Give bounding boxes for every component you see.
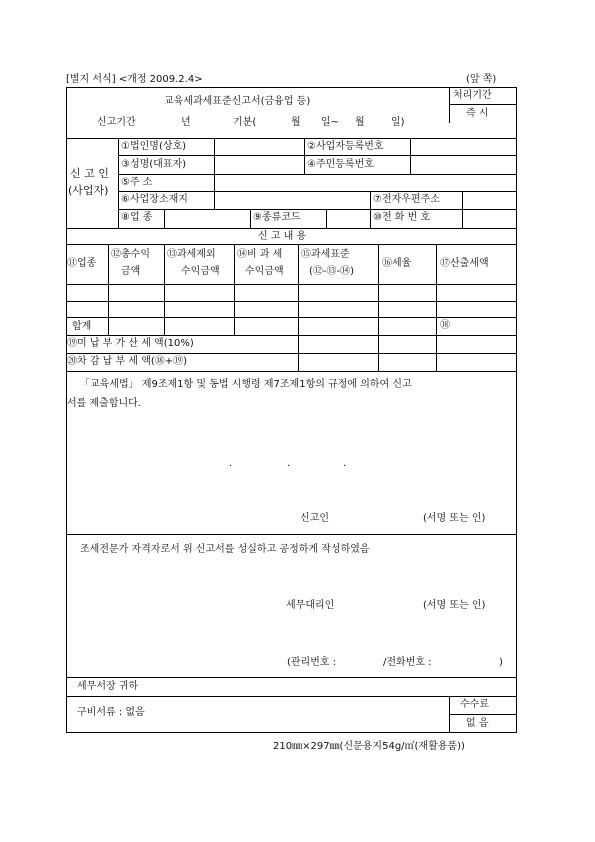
divider [214,191,215,209]
divider [66,353,517,354]
period-day-start: 일~ [321,117,340,128]
divider [250,209,251,228]
divider [326,209,327,228]
processing-period-label: 처리기간 [453,90,492,101]
date-dot-day: . [343,458,347,469]
divider [370,191,371,209]
divider [118,138,119,228]
col-industry-header: ⑪업종 [67,258,97,269]
representative-name-label: ③성명(대표자) [121,159,187,170]
filer-sign-hint: (서명 또는 인) [423,513,486,524]
period-label: 신고기간 [97,117,136,128]
type-code-label: ⑨종류코드 [253,212,301,223]
divider [66,677,517,678]
industry-label: ⑧업 종 [121,212,153,223]
divider [298,244,299,371]
col-nontax-income-subheader: 수익금액 [245,266,284,277]
agent-sign-hint: (서명 또는 인) [423,600,486,611]
col-calculated-tax-header: ⑰산출세액 [440,258,489,269]
divider [66,335,517,336]
divider [66,244,517,245]
divider [462,209,463,228]
declaration-line-1: 「교육세법」 제9조제1항 및 동법 시행령 제7조제1항의 규정에 의하여 신고 [80,379,412,390]
divider [66,228,517,229]
processing-period-value: 즉 시 [466,108,489,119]
agent-close-paren: ) [499,657,503,668]
divider [214,138,215,174]
divider [449,104,517,105]
unpaid-penalty-label: ⑲미 납 부 가 산 세 액(10%) [67,338,194,349]
period-year: 년 [181,117,191,128]
divider [118,191,517,192]
col-tax-rate-header: ⑯세율 [382,258,412,269]
divider [108,244,109,335]
divider [66,371,517,372]
addressee: 세무서장 귀하 [77,681,139,692]
date-dot-year: . [229,458,233,469]
divider [214,174,215,191]
col-excluded-income-header: ⑬과세제외 [167,249,216,260]
report-section-title: 신 고 내 용 [258,231,307,242]
col-tax-base-subheader: (⑫-⑬-⑭) [309,266,355,277]
address-label: ⑤주 소 [121,177,153,188]
period-month-start: 월 [291,117,301,128]
total-row-label: 합계 [72,321,92,332]
divider [118,209,517,210]
paper-spec: 210㎜×297㎜(신문용지54g/㎡(재활용품)) [273,741,465,752]
agent-management-no: (관리번호 : [287,657,337,668]
divider [66,317,517,318]
divider [378,244,379,371]
email-label: ⑦전자우편주소 [373,194,440,205]
corp-name-label: ①법인명(상호) [121,141,187,152]
period-day-end: 일) [391,117,405,128]
col-excluded-income-subheader: 수익금액 [181,266,220,277]
form-title: 교육세과세표준신고서(금융업 등) [164,96,311,107]
divider [234,244,235,335]
form-label: [별지 서식] <개정 2009.2.4> [66,74,203,85]
divider [164,244,165,335]
required-docs: 구비서류 : 없음 [77,707,145,718]
fee-label: 수수료 [460,699,489,710]
divider [118,155,517,156]
divider [449,87,450,123]
declaration-line-2: 서를 제출합니다. [67,398,141,409]
divider [66,138,517,139]
divider [462,191,463,209]
divider [118,174,517,175]
filer-section-label: 신 고 인 [70,167,109,180]
divider [66,284,517,285]
total-tax-number: ⑱ [440,320,450,331]
divider [410,138,411,174]
col-tax-base-header: ⑮과세표준 [301,249,350,260]
resident-no-label: ④주민등록번호 [307,159,374,170]
date-dot-month: . [287,458,291,469]
phone-label: ⑩전 화 번 호 [373,212,431,223]
divider [66,301,517,302]
divider [449,714,517,715]
divider [164,209,165,228]
filer-sign-label: 신고인 [300,513,329,524]
agent-phone-no: /전화번호 : [383,657,432,668]
divider [304,138,305,174]
net-payable-label: ⑳차 감 납 부 세 액(⑱+⑲) [67,356,188,367]
fee-value: 없 음 [466,718,489,729]
col-nontax-income-header: ⑭비 과 세 [237,249,283,260]
col-total-income-header: ⑫총수익 [111,249,150,260]
filer-section-sublabel: (사업자) [68,184,109,197]
divider [370,209,371,228]
divider [66,534,517,535]
period-month-end: 월 [355,117,365,128]
biz-location-label: ⑥사업장소재지 [121,194,188,205]
page-side-label: (앞 쪽) [466,74,497,85]
period-term: 기분( [233,117,257,128]
col-total-income-subheader: 금액 [121,266,141,277]
agent-label: 세무대리인 [286,600,335,611]
biz-reg-no-label: ②사업자등록번호 [307,141,384,152]
agent-statement: 조세전문가 자격자로서 위 신고서를 성실하고 공정하게 작성하였음 [80,544,370,555]
divider [436,244,437,371]
